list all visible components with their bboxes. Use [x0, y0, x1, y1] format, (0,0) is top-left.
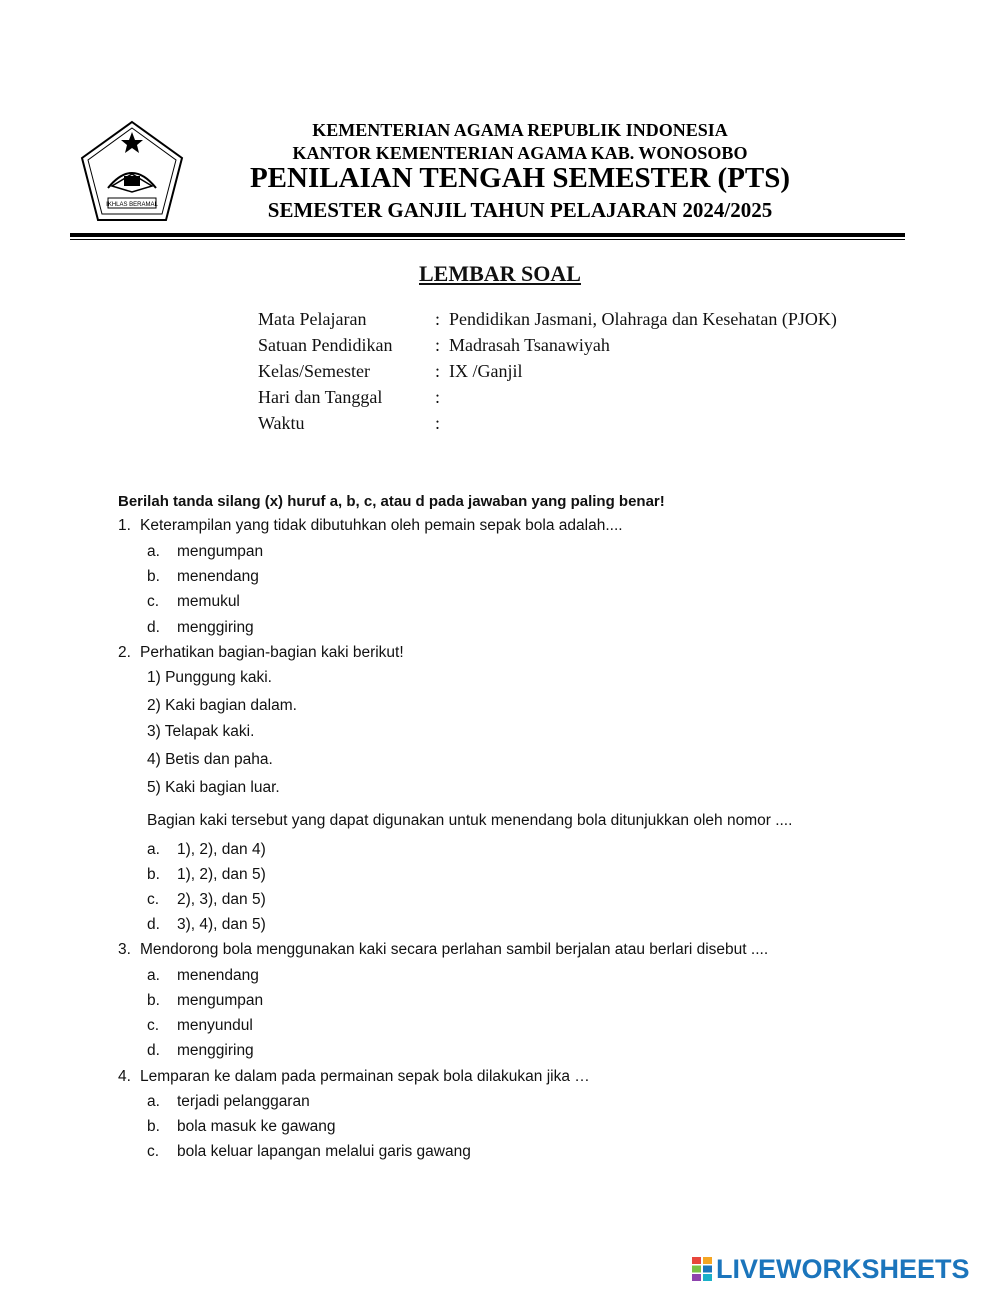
- liveworksheets-icon: [692, 1257, 712, 1281]
- question-text: Lemparan ke dalam pada permainan sepak bola dilakukan jika …: [140, 1068, 590, 1085]
- option-text: 2), 3), dan 5): [177, 891, 266, 908]
- option-letter: c.: [147, 593, 160, 610]
- info-label: Mata Pelajaran: [258, 309, 367, 329]
- info-label: Satuan Pendidikan: [258, 335, 393, 355]
- option-letter: b.: [147, 992, 160, 1009]
- info-colon: :: [435, 335, 441, 355]
- option-letter: d.: [147, 916, 160, 933]
- option-letter: b.: [147, 1118, 160, 1135]
- info-colon: :: [435, 309, 441, 329]
- option-text: menggiring: [177, 619, 254, 636]
- liveworksheets-brand: LIVEWORKSHEETS: [716, 1254, 970, 1284]
- question-text: Keterampilan yang tidak dibutuhkan oleh pemain sepak bola adalah....: [140, 517, 623, 534]
- question-number: 3.: [118, 941, 131, 958]
- info-label: Kelas/Semester: [258, 361, 370, 381]
- option-text: menendang: [177, 568, 259, 585]
- question-number: 1.: [118, 517, 131, 534]
- option-letter: a.: [147, 543, 160, 560]
- info-colon: :: [435, 413, 441, 433]
- option-letter: c.: [147, 891, 160, 908]
- option-letter: d.: [147, 1042, 160, 1059]
- option-letter: b.: [147, 568, 160, 585]
- option-letter: c.: [147, 1143, 160, 1160]
- info-label: Waktu: [258, 413, 305, 433]
- option-letter: a.: [147, 841, 160, 858]
- list-item: 5) Kaki bagian luar.: [147, 779, 280, 796]
- header-exam-title: PENILAIAN TENGAH SEMESTER (PTS): [249, 162, 791, 194]
- option-text: menyundul: [177, 1017, 253, 1034]
- option-letter: a.: [147, 1093, 160, 1110]
- header-ministry: KEMENTERIAN AGAMA REPUBLIK INDONESIA: [312, 120, 728, 140]
- option-letter: b.: [147, 866, 160, 883]
- header-divider-thin: [70, 239, 905, 240]
- option-text: terjadi pelanggaran: [177, 1093, 310, 1110]
- option-letter: a.: [147, 967, 160, 984]
- header-divider-thick: [70, 233, 905, 237]
- option-text: bola masuk ke gawang: [177, 1118, 336, 1135]
- header-office: KANTOR KEMENTERIAN AGAMA KAB. WONOSOBO: [292, 143, 748, 163]
- option-letter: d.: [147, 619, 160, 636]
- info-value: IX /Ganjil: [449, 361, 523, 381]
- question-number: 4.: [118, 1068, 131, 1085]
- question-stem: Bagian kaki tersebut yang dapat digunakan untuk menendang bola ditunjukkan oleh nomor ....: [147, 812, 793, 829]
- option-text: 1), 2), dan 5): [177, 866, 266, 883]
- instruction: Berilah tanda silang (x) huruf a, b, c, atau d pada jawaban yang paling benar!: [118, 493, 665, 510]
- option-text: 3), 4), dan 5): [177, 916, 266, 933]
- list-item: 3) Telapak kaki.: [147, 723, 255, 740]
- option-text: memukul: [177, 593, 240, 610]
- kemenag-logo: [78, 118, 186, 226]
- option-text: bola keluar lapangan melalui garis gawang: [177, 1143, 471, 1160]
- info-colon: :: [435, 387, 441, 407]
- option-text: 1), 2), dan 4): [177, 841, 266, 858]
- list-item: 2) Kaki bagian dalam.: [147, 697, 297, 714]
- liveworksheets-logo: [692, 1254, 970, 1284]
- info-value: Madrasah Tsanawiyah: [449, 335, 610, 355]
- option-text: mengumpan: [177, 543, 264, 560]
- info-label: Hari dan Tanggal: [258, 387, 383, 407]
- option-text: mengumpan: [177, 992, 264, 1009]
- list-item: 4) Betis dan paha.: [147, 751, 273, 768]
- header-semester: SEMESTER GANJIL TAHUN PELAJARAN 2024/2025: [267, 198, 773, 222]
- option-text: menggiring: [177, 1042, 254, 1059]
- question-text: Perhatikan bagian-bagian kaki berikut!: [140, 644, 404, 661]
- question-number: 2.: [118, 644, 131, 661]
- info-colon: :: [435, 361, 441, 381]
- info-value: Pendidikan Jasmani, Olahraga dan Kesehatan (PJOK): [449, 309, 837, 329]
- list-item: 1) Punggung kaki.: [147, 669, 272, 686]
- option-text: menendang: [177, 967, 259, 984]
- document-title: LEMBAR SOAL: [419, 261, 581, 286]
- logo-caption: IKHLAS BERAMAL: [106, 202, 158, 208]
- option-letter: c.: [147, 1017, 160, 1034]
- question-text: Mendorong bola menggunakan kaki secara perlahan sambil berjalan atau berlari disebut ....: [140, 941, 769, 958]
